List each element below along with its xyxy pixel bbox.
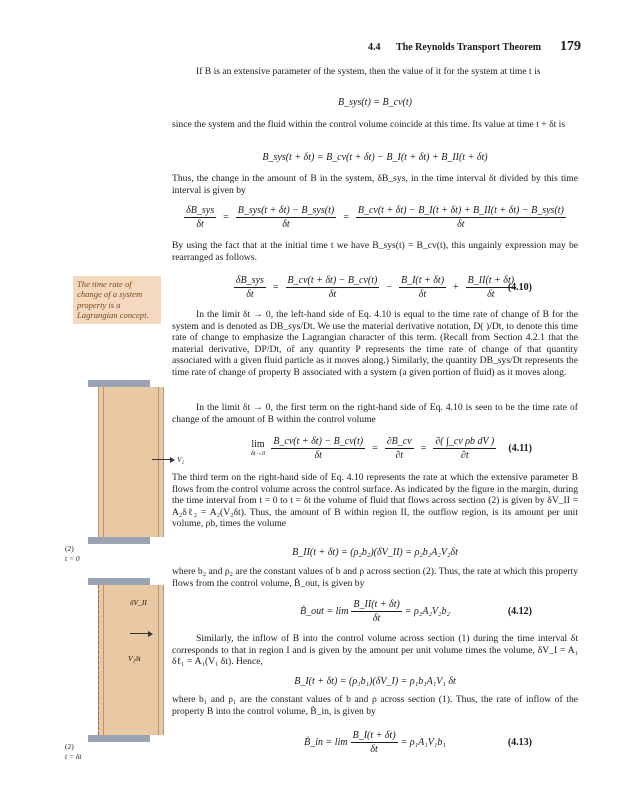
numerator: B_I(t + δt): [400, 274, 445, 286]
paragraph-5: In the limit δt → 0, the left-hand side of Eq. 4.10 is equal to the time rate of change of B for the system and is denoted as DB_sys/Dt. We use the material derivative notation, D( )/Dt, to denote this time rate of change to emphasize the Lagrangian character of this term. (Recall from Section 4.2.1 that the material derivative, DP/Dt, of any quantity P represents the time rate of change of that quantity associated with a given fluid particle as it moves along.) Similarly, the quantity DB_sys/Dt represents the time rate of change of property B associated with a system (a given portion of fluid) as it moves along.: [172, 309, 578, 378]
limit: [251, 439, 266, 457]
equation-bII: [172, 545, 578, 559]
numerator: B_cv(t + δt) − B_cv(t): [273, 435, 364, 447]
section-label: (2): [65, 544, 74, 553]
numerator: δB_sys: [235, 274, 264, 286]
numerator: B_cv(t + δt) − B_cv(t): [287, 274, 378, 286]
denominator: δt: [418, 288, 427, 300]
denominator: δt: [372, 612, 381, 624]
equation-bsys-t: [172, 95, 578, 109]
velocity-arrow: [152, 459, 172, 460]
fraction: [433, 436, 496, 461]
bottom-plate: [88, 537, 150, 544]
section-label: (2): [65, 742, 74, 751]
right-wall: [158, 387, 164, 537]
time-label: t = 0: [65, 554, 80, 563]
paragraph-8: where b₂ and ρ₂ are the constant values of b and ρ across section (2). Thus, the rate at which this property flows from the control volume, Ḃ_out, is given by: [172, 566, 578, 589]
fraction: [236, 205, 336, 230]
denominator: δt: [328, 288, 337, 300]
numerator: B_sys(t + δt) − B_sys(t): [237, 204, 335, 216]
equation-number: (4.12): [507, 605, 532, 617]
paragraph-3: Thus, the change in the amount of B in the system, δB_sys, in the time interval δt divided by this time interval is given by: [172, 173, 578, 196]
margin-note: The time rate of change of a system property is a Lagrangian concept.: [73, 276, 161, 324]
equation-delta-bsys: $\frac{\text{δB\_sys}}{\delta t}$ = $\frac{\text{B\_sys(t + δt) − B\_sys(t)}}{\delta t}$ = $\frac{\text{B\_cv(t + δt) − B\_I(t + δt) + B\_II(t + δt) − B\_sys(t)}}{\delta t}$: [186, 204, 564, 230]
limit-operator: lim: [251, 439, 265, 450]
equation-rhs: = ρ₂A₂V₂b₂: [404, 605, 450, 617]
time-label: t = δt: [65, 752, 82, 761]
paragraph-4: By using the fact that at the initial time t we have B_sys(t) = B_cv(t), this ungainly expression may be rearranged as follows.: [172, 240, 578, 263]
numerator: B_II(t + δt): [467, 274, 515, 286]
displacement-arrow: [130, 633, 150, 634]
fraction: [234, 275, 266, 300]
denominator: δt: [314, 449, 322, 461]
top-plate: [88, 380, 150, 387]
denominator: δt: [246, 288, 254, 300]
paragraph-1: If B is an extensive parameter of the system, then the value of it for the system at time t is: [196, 66, 541, 77]
fraction: [399, 275, 446, 300]
fluid-region: [104, 387, 158, 537]
limit-subscript: δt→0: [250, 450, 266, 457]
equation-number: (4.13): [507, 736, 532, 748]
fraction: [286, 275, 380, 300]
denominator: δt: [196, 218, 204, 230]
paragraph-6: In the limit δt → 0, the first term on the right-hand side of Eq. 4.10 is seen to be the time rate of change of the amount of B within the control volume: [172, 402, 578, 425]
numerator: B_I(t + δt): [352, 729, 396, 741]
fraction: [184, 205, 216, 230]
equation-rhs: = ρ₁A₁V₁b₁: [400, 736, 446, 748]
equation-4-10: $\frac{\text{δB\_sys}}{\delta t}$ = $\frac{B\_cv(t + \delta t) - B\_cv(t)}{\delta t}$ − $\frac{B\_I(t + \delta t)}{\delta t}$ + $\frac{B\_II(t + \delta t)}{\delta t}$ (4.10): [235, 274, 532, 300]
region-II-label: δV_II: [130, 598, 147, 607]
numerator: δB_sys: [186, 204, 215, 216]
fraction: [271, 436, 365, 461]
equation-bI: [172, 674, 578, 688]
velocity-label: V₂: [177, 455, 185, 464]
paragraph-2: since the system and the fluid within the control volume coincide at this time. Its value at time t + δt is: [172, 119, 566, 130]
bottom-plate: [88, 735, 150, 742]
paragraph-10: where b₁ and ρ₁ are the constant values of b and ρ across section (1). Thus, the rate of inflow of the property B into the control volume, Ḃ_in, is given by: [172, 694, 578, 717]
equation-text: B_I(t + δt) = (ρ₁b₁)(δV_I) = ρ₁b₁A₁V₁ δt: [294, 675, 456, 687]
denominator: δt: [487, 288, 495, 300]
denominator: ∂t: [460, 449, 469, 461]
right-wall: [158, 585, 164, 735]
equation-number: (4.11): [508, 442, 532, 454]
page-header: [0, 40, 624, 56]
denominator: δt: [282, 218, 290, 230]
equation-lhs: Ḃ_out = lim: [300, 605, 349, 617]
denominator: δt: [370, 743, 378, 755]
fraction: [356, 205, 566, 230]
equation-4-13: [172, 725, 578, 759]
paragraph-7: The third term on the right-hand side of Eq. 4.10 represents the rate at which the extensive parameter B flows from the control volume across the control surface. As indicated by the figure in the margin, during the time interval from t = 0 to t = δt the volume of fluid that flows across section (2) is given by δV_II = A₂δℓ₂ = A₂(V₂δt). Thus, the amount of B within region II, the outflow region, is its amount per unit volume, ρb, times the volume: [172, 472, 578, 530]
equation-text: B_II(t + δt) = (ρ₂b₂)(δV_II) = ρ₂b₂A₂V₂δt: [292, 546, 458, 558]
top-plate: [88, 578, 150, 585]
section-number: 4.4: [368, 42, 381, 53]
equation-4-12: [172, 594, 578, 628]
fraction: [385, 436, 414, 461]
equation-bsys-t-dt: [172, 150, 578, 164]
left-wall: [98, 387, 104, 537]
numerator: ∂B_cv: [386, 435, 412, 447]
figure-outflow-dt: [60, 578, 170, 778]
numerator: ∂( ∫_cv ρb dV ): [435, 435, 495, 447]
fraction: [351, 599, 401, 624]
equation-text: B_sys(t + δt) = B_cv(t + δt) − B_I(t + δt) + B_II(t + δt): [262, 151, 488, 163]
numerator: B_cv(t + δt) − B_I(t + δt) + B_II(t + δt) − B_sys(t): [357, 204, 564, 216]
equation-text: B_sys(t) = B_cv(t): [338, 96, 412, 108]
denominator: ∂t: [395, 449, 404, 461]
fraction: [351, 730, 398, 755]
equation-4-11: lim δt→0 $\frac{B\_cv(t + \delta t) - B\_cv(t)}{\delta t}$ = $\frac{\partial B\_cv}{\partial t}$ = $\frac{\text{∂( ∫\_cv ρb dV )}}{\partial t}$ (4.11): [250, 435, 532, 461]
figure-outflow-t0: [60, 380, 185, 565]
paragraph-9: Similarly, the inflow of B into the control volume across section (1) during the time interval δt corresponds to that in region I and is given by the amount per unit volume times the volume, δV_I = A₁ δℓ₁ = A₁(V₁ δt). Hence,: [172, 633, 578, 668]
control-volume-boundary: [98, 585, 99, 735]
displacement-label: V₂δt: [128, 654, 141, 663]
denominator: δt: [457, 218, 465, 230]
page-number: 179: [560, 39, 581, 54]
equation-number: (4.10): [507, 281, 532, 293]
numerator: B_II(t + δt): [353, 598, 400, 610]
equation-lhs: Ḃ_in = lim: [304, 736, 348, 748]
section-title: The Reynolds Transport Theorem: [396, 42, 542, 53]
